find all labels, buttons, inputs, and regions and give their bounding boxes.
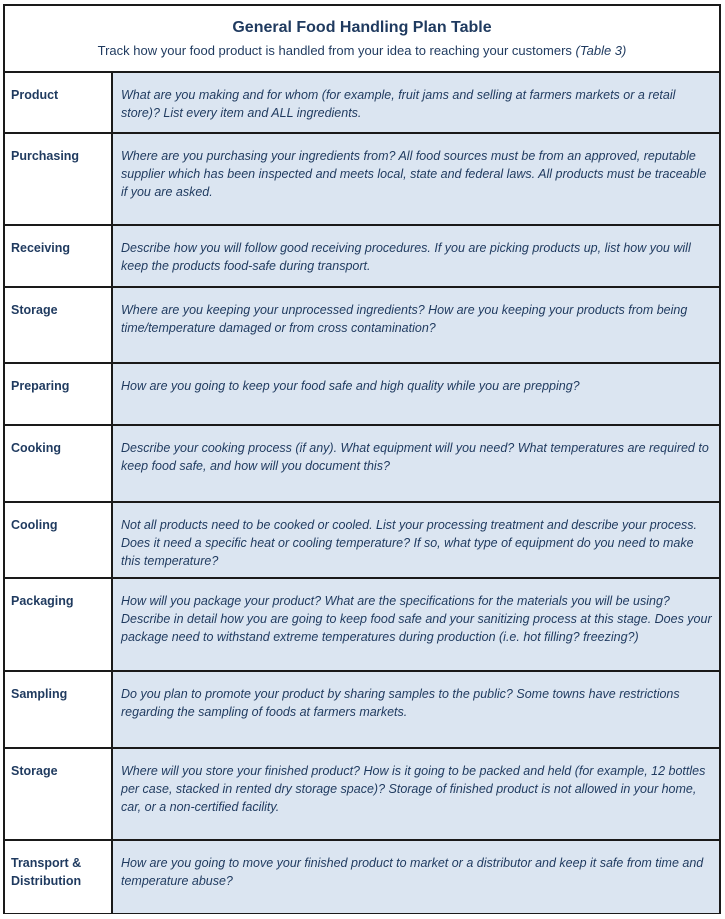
table-title: General Food Handling Plan Table: [232, 19, 492, 36]
row-label: Storage: [5, 749, 113, 839]
row-description: Not all products need to be cooked or cooled. List your processing treatment and describe your process. Does it need a specific heat or cooling temperature? If so, what type of equipment do you need to make this temperature?: [113, 503, 719, 577]
row-description: How are you going to keep your food safe and high quality while you are prepping?: [113, 364, 719, 424]
table-row-preparing: [5, 364, 719, 426]
row-description: Where will you store your finished product? How is it going to be packed and held (for example, 12 bottles per case, stacked in rented dry storage space)? Storage of finished product is not allowed in your home, car, or a non-certified facility.: [113, 749, 719, 839]
row-label: Transport & Distribution: [5, 841, 113, 913]
row-description: Where are you keeping your unprocessed ingredients? How are you keeping your products from being time/temperature damaged or from cross contamination?: [113, 288, 719, 362]
table-header: [5, 6, 719, 73]
table-body: [5, 73, 719, 913]
table-row-product: [5, 73, 719, 134]
row-label: Product: [5, 73, 113, 132]
table-row-cooling: [5, 503, 719, 579]
row-label: Packaging: [5, 579, 113, 670]
table-row-sampling: [5, 672, 719, 749]
row-label: Storage: [5, 288, 113, 362]
subtitle-table-note: (Table 3): [575, 43, 627, 58]
row-label: Sampling: [5, 672, 113, 747]
row-description: Do you plan to promote your product by sharing samples to the public? Some towns have restrictions regarding the sampling of foods at farmers markets.: [113, 672, 719, 747]
row-description: How are you going to move your finished product to market or a distributor and keep it safe from time and temperature abuse?: [113, 841, 719, 913]
subtitle-text: Track how your food product is handled from your idea to reaching your customers: [97, 43, 572, 58]
table-subtitle: [5, 43, 719, 58]
row-description: Describe your cooking process (if any). What equipment will you need? What temperatures are required to keep food safe, and how will you document this?: [113, 426, 719, 501]
table-row-storage-ingredients: [5, 288, 719, 364]
table-row-purchasing: [5, 134, 719, 226]
table-row-cooking: [5, 426, 719, 503]
row-label: Cooling: [5, 503, 113, 577]
food-handling-plan-table: [3, 4, 721, 914]
row-label: Purchasing: [5, 134, 113, 224]
row-description: How will you package your product? What are the specifications for the materials you will be using? Describe in detail how you are going to keep food safe and your sanitizing process at this stage. Does your package need to withstand extreme temperatures during production (i.e. hot filling? freezing?): [113, 579, 719, 670]
row-description: Describe how you will follow good receiving procedures. If you are picking products up, list how you will keep the products food-safe during transport.: [113, 226, 719, 286]
table-row-receiving: [5, 226, 719, 288]
row-description: Where are you purchasing your ingredients from? All food sources must be from an approved, reputable supplier which has been inspected and meets local, state and federal laws. All products must be traceable if you are asked.: [113, 134, 719, 224]
table-row-transport-distribution: [5, 841, 719, 913]
row-label: Cooking: [5, 426, 113, 501]
row-description: What are you making and for whom (for example, fruit jams and selling at farmers markets or a retail store)? List every item and ALL ingredients.: [113, 73, 719, 132]
row-label: Preparing: [5, 364, 113, 424]
table-row-storage-finished: [5, 749, 719, 841]
table-row-packaging: [5, 579, 719, 672]
row-label: Receiving: [5, 226, 113, 286]
